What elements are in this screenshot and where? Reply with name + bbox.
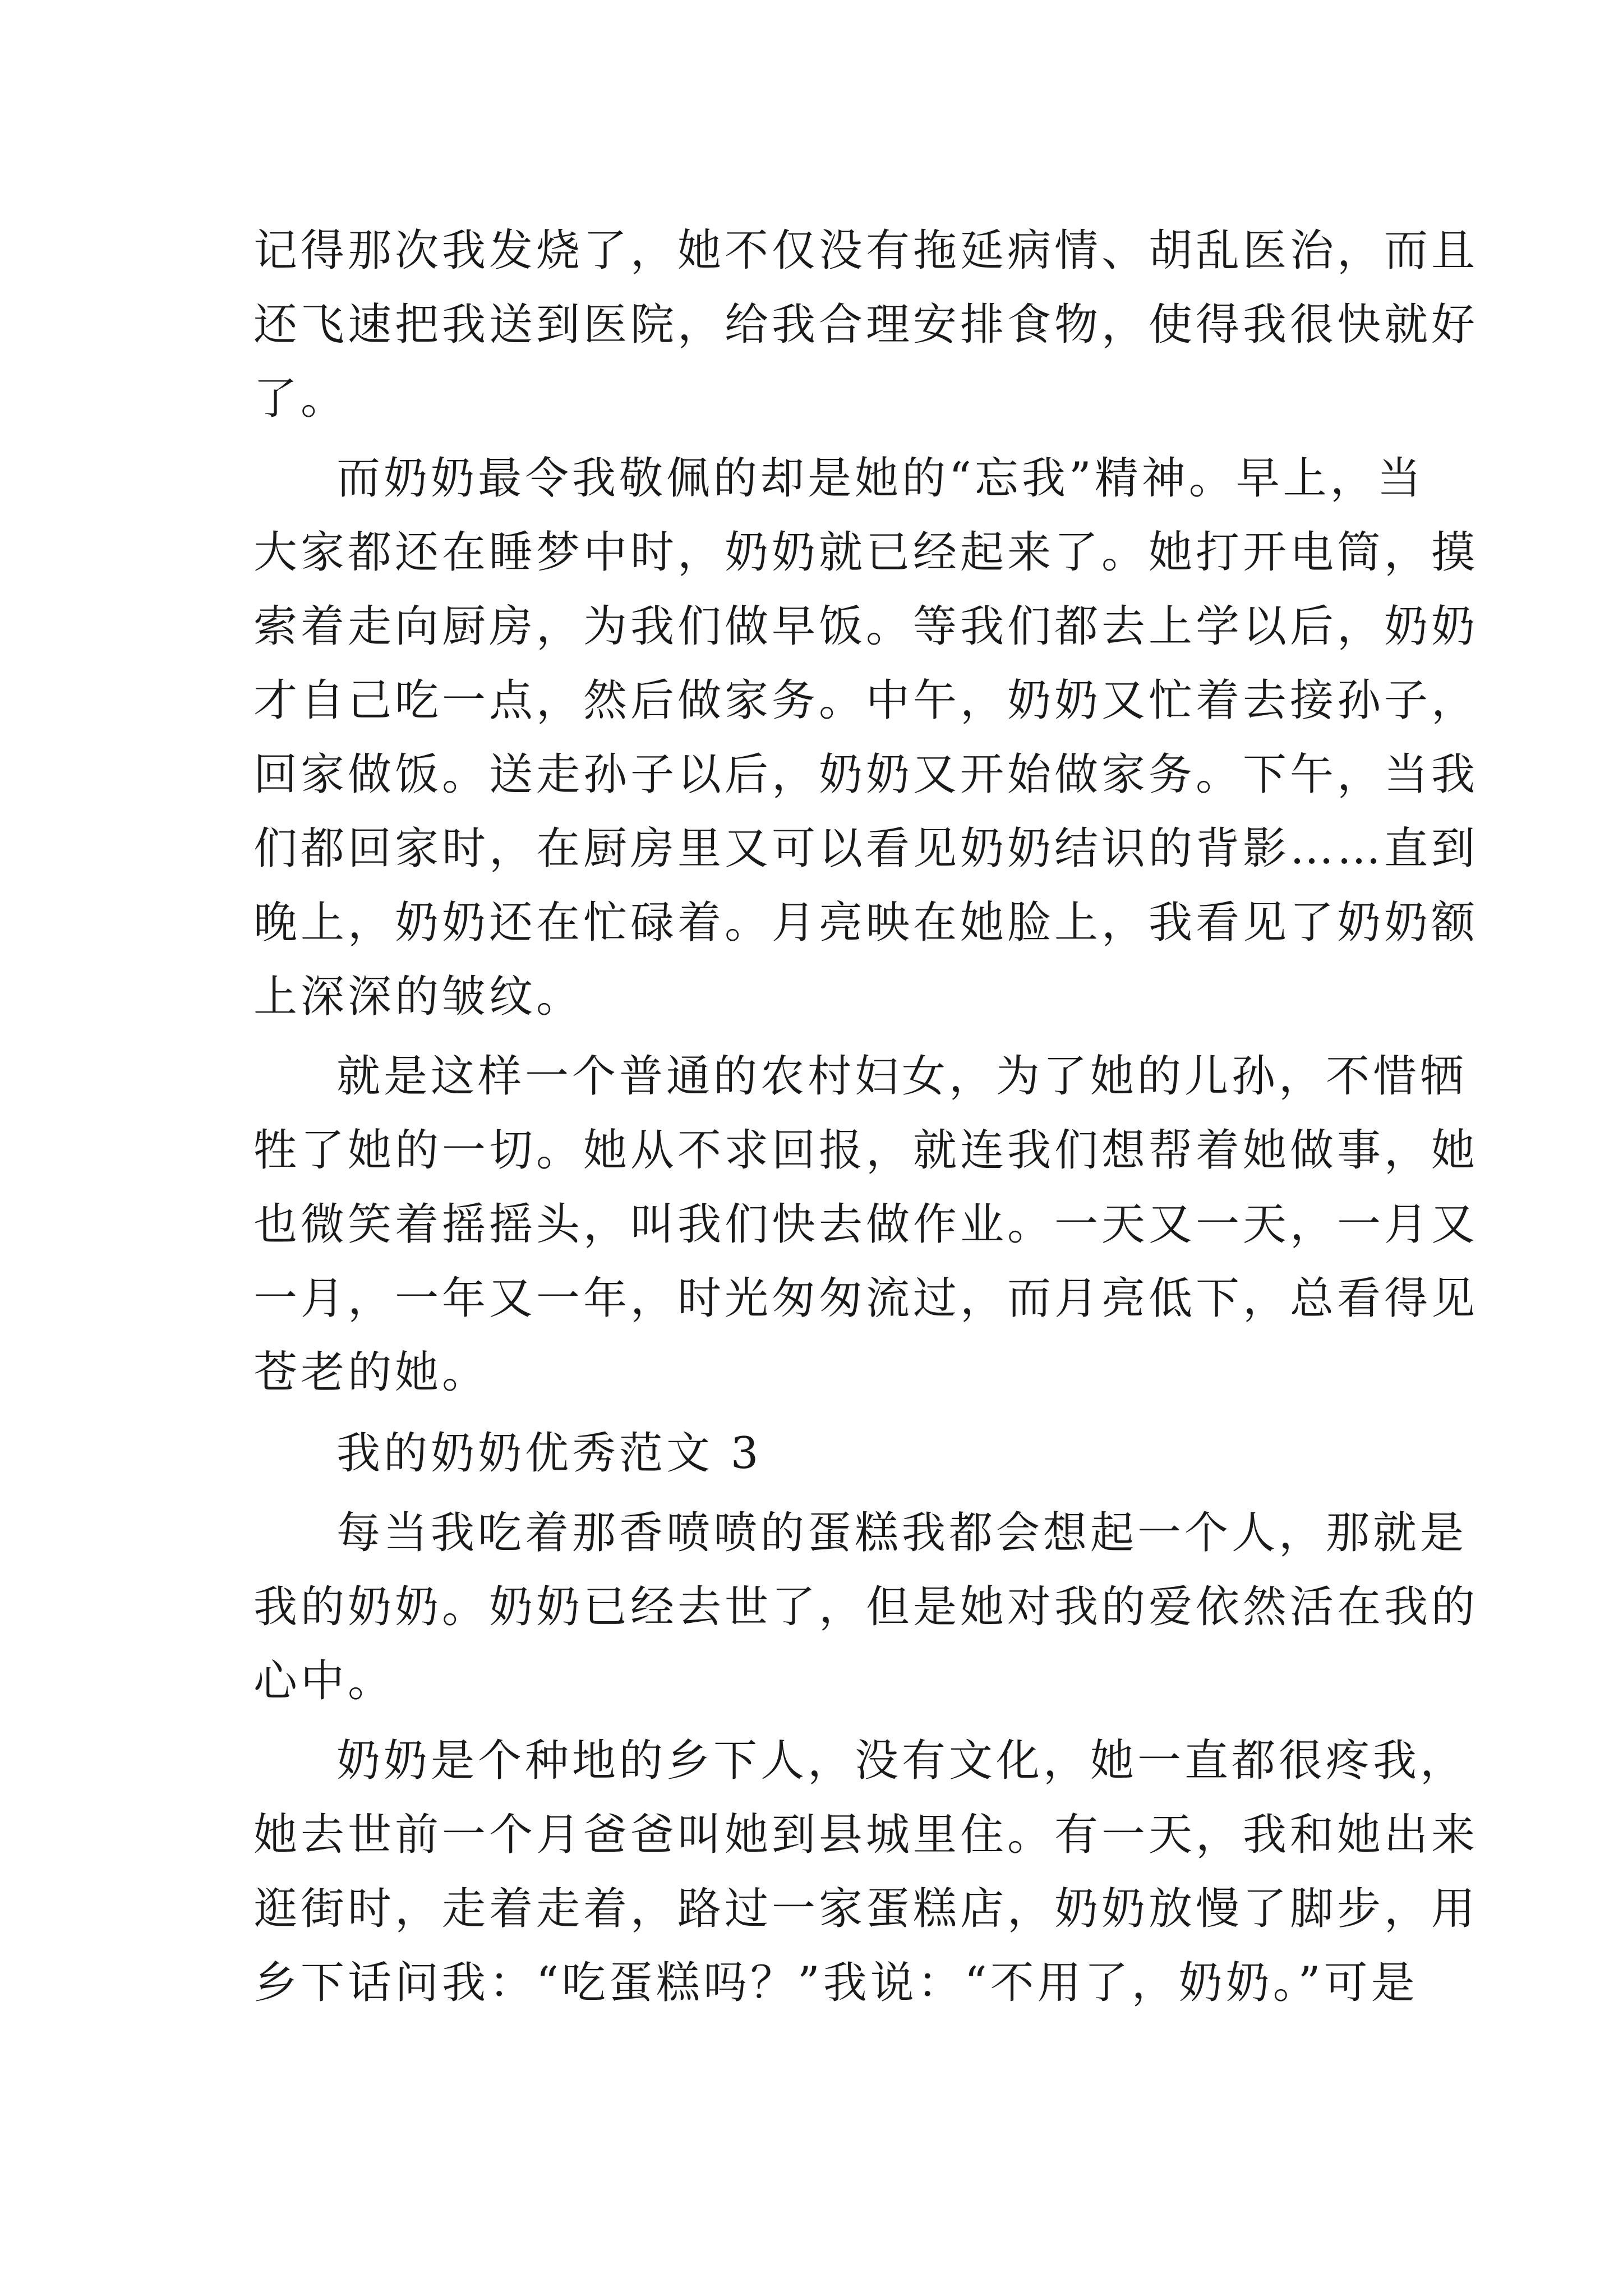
text-line: 苍老的她。: [253, 1347, 490, 1398]
text-line: 奶奶是个种地的乡下人，没有文化，她一直都很疼我，: [336, 1736, 1468, 1786]
text-line: 也微笑着摇摇头，叫我们快去做作业。一天又一天，一月又: [253, 1199, 1479, 1250]
text-line: 一月，一年又一年，时光匆匆流过，而月亮低下，总看得见: [253, 1273, 1479, 1324]
text-line: 而奶奶最令我敬佩的却是她的“忘我”精神。早上，当: [336, 453, 1424, 504]
text-line: 每当我吃着那香喷喷的蛋糕我都会想起一个人，那就是: [336, 1508, 1468, 1558]
text-line: 乡下话问我：“吃蛋糕吗？”我说：“不用了，奶奶。”可是: [253, 1958, 1418, 2008]
text-line: 们都回家时，在厨房里又可以看见奶奶结识的背影……直到: [253, 823, 1479, 874]
text-line: 大家都还在睡梦中时，奶奶就已经起来了。她打开电筒，摸: [253, 527, 1479, 578]
text-line: 才自己吃一点，然后做家务。中午，奶奶又忙着去接孙子，: [253, 675, 1479, 726]
section-heading: 我的奶奶优秀范文 3: [336, 1428, 762, 1479]
text-line: 心中。: [253, 1656, 395, 1706]
text-line: 逛街时，走着走着，路过一家蛋糕店，奶奶放慢了脚步，用: [253, 1884, 1479, 1934]
text-line: 她去世前一个月爸爸叫她到县城里住。有一天，我和她出来: [253, 1810, 1479, 1860]
text-line: 索着走向厨房，为我们做早饭。等我们都去上学以后，奶奶: [253, 601, 1479, 652]
text-line: 晚上，奶奶还在忙碌着。月亮映在她脸上，我看见了奶奶额: [253, 898, 1479, 948]
text-line: 就是这样一个普通的农村妇女，为了她的儿孙，不惜牺: [336, 1051, 1468, 1102]
text-line: 上深深的皱纹。: [253, 972, 584, 1022]
text-line: 回家做饭。送走孙子以后，奶奶又开始做家务。下午，当我: [253, 749, 1479, 800]
text-line: 牲了她的一切。她从不求回报，就连我们想帮着她做事，她: [253, 1125, 1479, 1176]
text-line: 我的奶奶。奶奶已经去世了，但是她对我的爱依然活在我的: [253, 1582, 1479, 1632]
text-line: 还飞速把我送到医院，给我合理安排食物，使得我很快就好: [253, 300, 1479, 350]
text-line: 记得那次我发烧了，她不仅没有拖延病情、胡乱医治，而且: [253, 226, 1479, 276]
text-line: 了。: [253, 374, 348, 424]
